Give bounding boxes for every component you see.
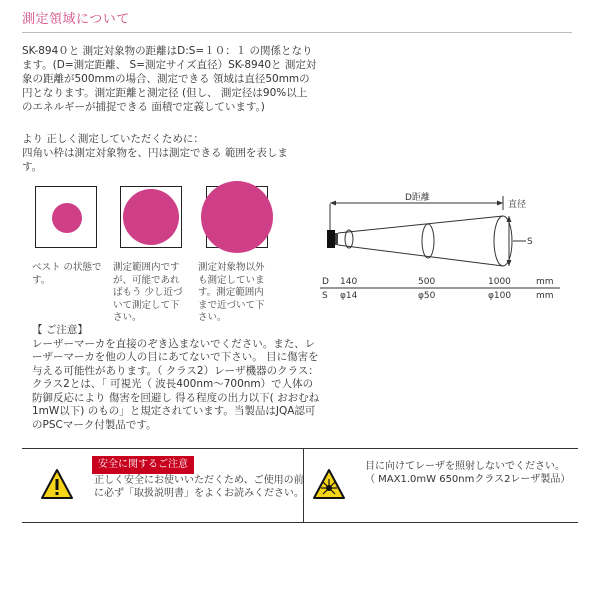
cone-upper-edge <box>338 216 503 233</box>
measure-spot-small <box>52 203 82 233</box>
legend-paragraph: より 正しく測定していただくために： 四角い枠は測定対象物を、円は測定できる 範囲を表します。 <box>22 133 288 173</box>
spot-ellipse-mid <box>422 224 434 258</box>
example-caption-over: 測定対象物以外 も測定していま す。測定範囲内 まで近づいて下 さい。 <box>198 262 265 323</box>
target-frame-best <box>35 186 97 248</box>
diameter-label: 直径 <box>508 200 527 210</box>
warning-right-text: 目に向けてレーザを照射しないでください。 （ MAX1.0mW 650nmクラス2レーザ製品） <box>365 461 571 485</box>
cone-lower-edge <box>338 245 503 266</box>
warning-heading: 安全に関するご注意 <box>92 456 194 474</box>
s-unit: mm <box>536 291 554 301</box>
distance-arrow-right <box>497 201 503 206</box>
s-value-50: φ50 <box>418 291 436 301</box>
d-unit: mm <box>536 277 554 287</box>
sensor-lens <box>335 233 338 245</box>
sensor-body <box>327 230 335 248</box>
s-value-14: φ14 <box>340 291 358 301</box>
measure-spot-large <box>201 181 273 253</box>
example-caption-best: ベスト の状態で す。 <box>32 262 102 286</box>
title-divider <box>22 32 572 33</box>
page-title: 測定領域について <box>22 12 130 27</box>
example-caption-ok: 測定範囲内です が、可能であれ ばもう 少し近づ いて測定して下 さい。 <box>113 262 183 323</box>
caution-text: レーザーマーカを直接のぞき込まないでください。また、レーザーマーカを他の人の目にあてないで下さい。 目に傷害を与える可能性があります。（ クラス2）レーザ機器のクラス：クラス2とは、「 可視光（ 波長400nm～700nm）で人体の防御反応により 傷害を回避し 得る程度の出力以下( おおむね1mW以下) のもの」と規定されています。当製品はJQA認可のPSCマーク付製品です。 <box>32 337 320 431</box>
s-label: S <box>527 237 533 247</box>
laser-warning-icon <box>312 468 346 500</box>
warning-caution-icon <box>40 468 74 500</box>
s-value-100: φ100 <box>488 291 512 301</box>
caution-heading: 【 ご注意】 <box>32 324 88 336</box>
caution-block <box>32 324 322 432</box>
d-value-1000: 1000 <box>488 277 511 287</box>
warning-left-text: 正しく安全にお使いいただくため、ご使用の前に必ず「取扱説明書」をよくお読みください。 <box>94 475 304 499</box>
distance-label: D距離 <box>405 193 430 203</box>
intro-paragraph: SK-894０と 測定対象物の距離はD:S=１０：１ の関係となります。(D=測定距離、 S=測定サイズ直径）SK-8940と 測定対象の距離が500mmの場合、測定できる 領域は直径50mmの円となります。測定距離と測定径 (但し、 測定径は90%以上のエネルギーが捕捉できる 面積で定義しています。) <box>22 45 317 113</box>
distance-spot-diagram <box>310 186 580 306</box>
s-row-label: S <box>322 291 328 301</box>
d-row-label: D <box>322 277 329 287</box>
distance-arrow-left <box>330 201 336 206</box>
warning-bottom-rule <box>22 522 578 523</box>
d-value-140: 140 <box>340 277 358 287</box>
measure-spot-medium <box>123 189 179 245</box>
spot-ellipse-near <box>345 230 353 248</box>
target-frame-over <box>206 186 268 248</box>
d-value-500: 500 <box>418 277 436 287</box>
warning-top-rule <box>22 448 578 449</box>
target-frame-ok <box>120 186 182 248</box>
